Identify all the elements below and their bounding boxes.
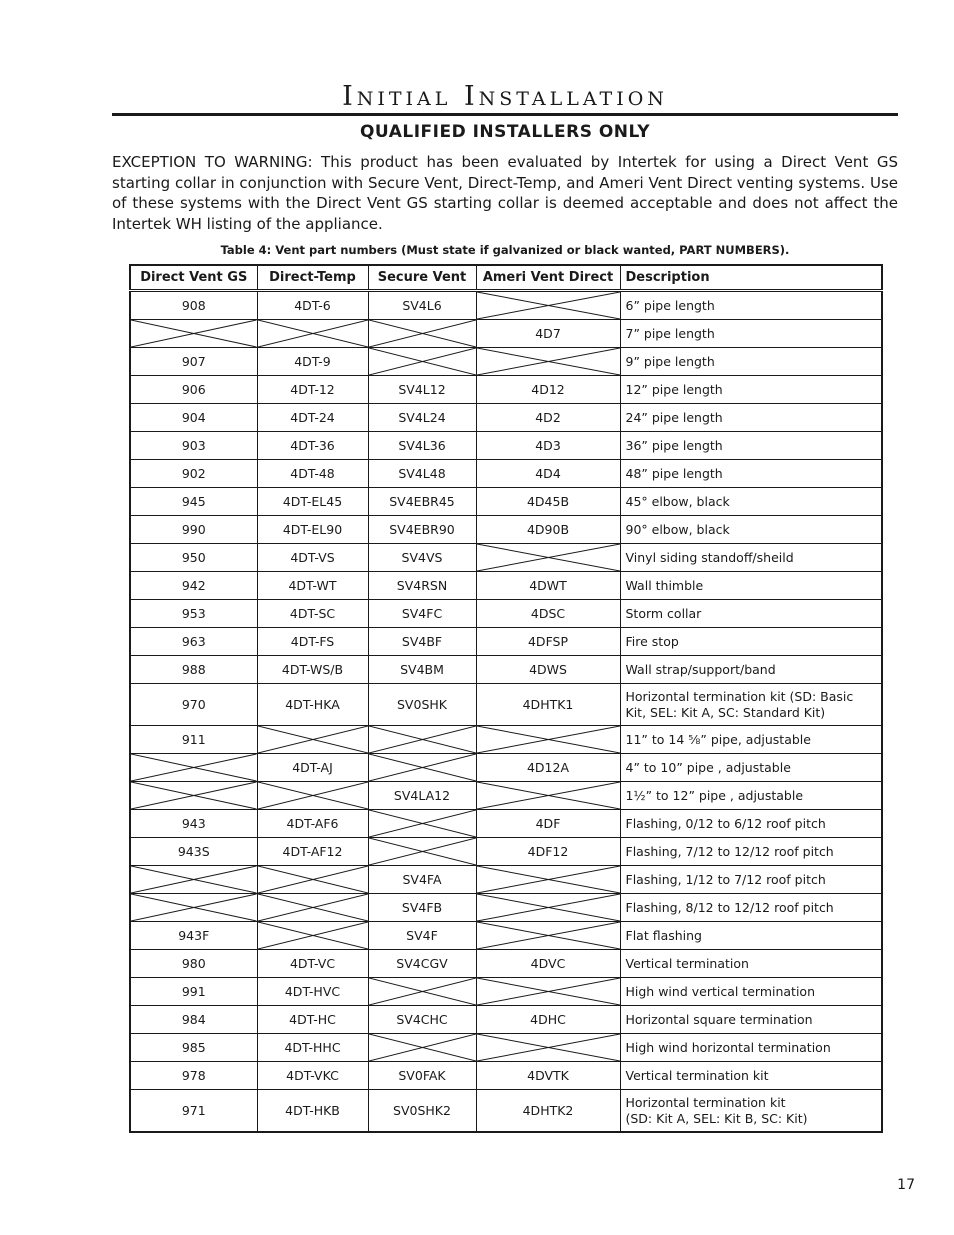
- table-row: [130, 754, 882, 782]
- section-subtitle: QUALIFIED INSTALLERS ONLY: [359, 122, 651, 142]
- cross-out-mark: [369, 754, 476, 781]
- na-cell-direct-vent-gs: [130, 754, 257, 782]
- table-row: [130, 320, 882, 348]
- na-cell-secure-vent: [368, 810, 476, 838]
- na-cell-ameri-vent-direct: [476, 1034, 620, 1062]
- cell-direct-temp: 4DT-HHC: [257, 1034, 368, 1062]
- cell-direct-vent-gs: 988: [130, 656, 257, 684]
- cell-description: 11” to 14 ⅝” pipe, adjustable: [620, 726, 882, 754]
- cross-out-mark: [477, 782, 620, 809]
- page-number: 17: [897, 1177, 915, 1193]
- cross-out-mark: [258, 894, 368, 921]
- cell-secure-vent: SV4L36: [368, 432, 476, 460]
- cross-out-mark: [258, 782, 368, 809]
- cell-description: Flashing, 0/12 to 6/12 roof pitch: [620, 810, 882, 838]
- na-cell-direct-temp: [257, 320, 368, 348]
- na-cell-secure-vent: [368, 754, 476, 782]
- cross-out-mark: [258, 922, 368, 949]
- cell-description: 4” to 10” pipe , adjustable: [620, 754, 882, 782]
- cell-direct-vent-gs: 978: [130, 1062, 257, 1090]
- na-cell-direct-temp: [257, 866, 368, 894]
- cross-out-mark: [477, 894, 620, 921]
- na-cell-direct-temp: [257, 922, 368, 950]
- cell-ameri-vent-direct: 4DF: [476, 810, 620, 838]
- na-cell-ameri-vent-direct: [476, 291, 620, 320]
- cell-direct-temp: 4DT-AF12: [257, 838, 368, 866]
- cell-secure-vent: SV4FC: [368, 600, 476, 628]
- cell-direct-vent-gs: 902: [130, 460, 257, 488]
- na-cell-ameri-vent-direct: [476, 726, 620, 754]
- cross-out-mark: [477, 726, 620, 753]
- cell-ameri-vent-direct: 4DSC: [476, 600, 620, 628]
- cell-secure-vent: SV0SHK: [368, 684, 476, 726]
- cross-out-mark: [369, 1034, 476, 1061]
- na-cell-ameri-vent-direct: [476, 782, 620, 810]
- cell-description: Flashing, 8/12 to 12/12 roof pitch: [620, 894, 882, 922]
- cross-out-mark: [477, 978, 620, 1005]
- cell-ameri-vent-direct: 4D45B: [476, 488, 620, 516]
- title-divider: [112, 113, 898, 116]
- cell-direct-vent-gs: 953: [130, 600, 257, 628]
- table-row: [130, 894, 882, 922]
- table-body: [130, 291, 882, 1133]
- cell-description: Flat flashing: [620, 922, 882, 950]
- cell-secure-vent: SV4CHC: [368, 1006, 476, 1034]
- na-cell-direct-vent-gs: [130, 894, 257, 922]
- table-row: [130, 1006, 882, 1034]
- cell-ameri-vent-direct: 4D12A: [476, 754, 620, 782]
- cell-secure-vent: SV0FAK: [368, 1062, 476, 1090]
- cell-direct-temp: 4DT-VC: [257, 950, 368, 978]
- cell-secure-vent: SV4L48: [368, 460, 476, 488]
- cell-description: 1½” to 12” pipe , adjustable: [620, 782, 882, 810]
- cross-out-mark: [131, 754, 257, 781]
- table-header-row: [130, 265, 882, 291]
- header-description: Description: [620, 265, 882, 291]
- table-row: [130, 838, 882, 866]
- cell-ameri-vent-direct: 4D3: [476, 432, 620, 460]
- table-row: [130, 1062, 882, 1090]
- cell-direct-temp: 4DT-HC: [257, 1006, 368, 1034]
- cell-direct-vent-gs: 984: [130, 1006, 257, 1034]
- cell-description: 12” pipe length: [620, 376, 882, 404]
- cell-direct-vent-gs: 943S: [130, 838, 257, 866]
- vent-parts-table: [129, 264, 883, 1133]
- cell-direct-temp: 4DT-EL45: [257, 488, 368, 516]
- cell-direct-vent-gs: 980: [130, 950, 257, 978]
- header-ameri-vent-direct: Ameri Vent Direct: [476, 265, 620, 291]
- na-cell-direct-vent-gs: [130, 866, 257, 894]
- cell-text-line: Horizontal termination kit: [625, 1094, 786, 1110]
- cell-secure-vent: SV4L6: [368, 291, 476, 320]
- cell-direct-vent-gs: 908: [130, 291, 257, 320]
- cell-secure-vent: SV4BM: [368, 656, 476, 684]
- cell-secure-vent: SV4FA: [368, 866, 476, 894]
- cell-description: [620, 1090, 882, 1133]
- table-row: [130, 726, 882, 754]
- cell-direct-vent-gs: 963: [130, 628, 257, 656]
- na-cell-ameri-vent-direct: [476, 894, 620, 922]
- cell-description: Storm collar: [620, 600, 882, 628]
- table-row: [130, 656, 882, 684]
- cell-description: 24” pipe length: [620, 404, 882, 432]
- cross-out-mark: [131, 866, 257, 893]
- cell-direct-temp: 4DT-24: [257, 404, 368, 432]
- cross-out-mark: [369, 348, 476, 375]
- na-cell-direct-vent-gs: [130, 320, 257, 348]
- cell-direct-temp: 4DT-HVC: [257, 978, 368, 1006]
- cross-out-mark: [369, 320, 476, 347]
- cell-description: 6” pipe length: [620, 291, 882, 320]
- cell-description: Fire stop: [620, 628, 882, 656]
- table-row: [130, 432, 882, 460]
- header-direct-vent-gs: Direct Vent GS: [130, 265, 257, 291]
- cell-description: High wind vertical termination: [620, 978, 882, 1006]
- cell-secure-vent: SV4BF: [368, 628, 476, 656]
- cell-description: 9” pipe length: [620, 348, 882, 376]
- table-row: [130, 684, 882, 726]
- cell-description: 45° elbow, black: [620, 488, 882, 516]
- cell-ameri-vent-direct: 4DHC: [476, 1006, 620, 1034]
- cell-ameri-vent-direct: 4DVTK: [476, 1062, 620, 1090]
- cell-direct-vent-gs: 911: [130, 726, 257, 754]
- table-row: [130, 291, 882, 320]
- cell-direct-temp: 4DT-12: [257, 376, 368, 404]
- cell-ameri-vent-direct: 4DHTK2: [476, 1090, 620, 1133]
- table-row: [130, 866, 882, 894]
- cross-out-mark: [258, 726, 368, 753]
- cell-description: Horizontal termination kit (SD: Basic Kit, SEL: Kit A, SC: Standard Kit): [620, 684, 882, 726]
- cell-ameri-vent-direct: 4DFSP: [476, 628, 620, 656]
- cell-secure-vent: SV4EBR45: [368, 488, 476, 516]
- cross-out-mark: [131, 320, 257, 347]
- cell-secure-vent: SV4LA12: [368, 782, 476, 810]
- cell-text-line: (SD: Kit A, SEL: Kit B, SC: Kit): [625, 1110, 808, 1126]
- cell-description: Vertical termination kit: [620, 1062, 882, 1090]
- cell-ameri-vent-direct: 4DVC: [476, 950, 620, 978]
- cell-ameri-vent-direct: 4D90B: [476, 516, 620, 544]
- header-secure-vent: Secure Vent: [368, 265, 476, 291]
- cell-direct-temp: 4DT-SC: [257, 600, 368, 628]
- cell-ameri-vent-direct: 4D4: [476, 460, 620, 488]
- cell-description: Vertical termination: [620, 950, 882, 978]
- na-cell-ameri-vent-direct: [476, 922, 620, 950]
- na-cell-secure-vent: [368, 1034, 476, 1062]
- cross-out-mark: [477, 292, 620, 319]
- na-cell-direct-vent-gs: [130, 782, 257, 810]
- cell-direct-temp: 4DT-6: [257, 291, 368, 320]
- cell-description: 36” pipe length: [620, 432, 882, 460]
- cell-direct-temp: 4DT-WT: [257, 572, 368, 600]
- table-row: [130, 810, 882, 838]
- cell-description: 7” pipe length: [620, 320, 882, 348]
- cell-ameri-vent-direct: 4D7: [476, 320, 620, 348]
- na-cell-direct-temp: [257, 726, 368, 754]
- cell-secure-vent: SV4L24: [368, 404, 476, 432]
- table-row: [130, 600, 882, 628]
- cell-description: Horizontal square termination: [620, 1006, 882, 1034]
- cell-ameri-vent-direct: 4D12: [476, 376, 620, 404]
- cell-direct-temp: 4DT-VKC: [257, 1062, 368, 1090]
- table-row: [130, 978, 882, 1006]
- page-title: Initial Installation: [342, 81, 668, 112]
- cell-secure-vent: SV0SHK2: [368, 1090, 476, 1133]
- table-row: [130, 950, 882, 978]
- cross-out-mark: [369, 838, 476, 865]
- cross-out-mark: [131, 894, 257, 921]
- table-row: [130, 628, 882, 656]
- cell-direct-temp: 4DT-AJ: [257, 754, 368, 782]
- table-row: [130, 376, 882, 404]
- cell-direct-vent-gs: 971: [130, 1090, 257, 1133]
- na-cell-ameri-vent-direct: [476, 544, 620, 572]
- cell-direct-temp: 4DT-48: [257, 460, 368, 488]
- cross-out-mark: [369, 810, 476, 837]
- cell-direct-vent-gs: 906: [130, 376, 257, 404]
- cell-direct-temp: 4DT-HKB: [257, 1090, 368, 1133]
- cell-secure-vent: SV4CGV: [368, 950, 476, 978]
- cell-direct-vent-gs: 903: [130, 432, 257, 460]
- cross-out-mark: [258, 320, 368, 347]
- cell-description: High wind horizontal termination: [620, 1034, 882, 1062]
- cell-direct-temp: 4DT-AF6: [257, 810, 368, 838]
- cell-ameri-vent-direct: 4DHTK1: [476, 684, 620, 726]
- table-row: [130, 460, 882, 488]
- cell-direct-vent-gs: 945: [130, 488, 257, 516]
- table-row: [130, 922, 882, 950]
- cell-direct-vent-gs: 904: [130, 404, 257, 432]
- cross-out-mark: [477, 1034, 620, 1061]
- table-row: [130, 488, 882, 516]
- table-row: [130, 572, 882, 600]
- cell-direct-temp: 4DT-EL90: [257, 516, 368, 544]
- cell-direct-temp: 4DT-HKA: [257, 684, 368, 726]
- na-cell-secure-vent: [368, 726, 476, 754]
- cell-direct-temp: 4DT-WS/B: [257, 656, 368, 684]
- table-caption: Table 4: Vent part numbers (Must state if galvanized or black wanted, PART NUMBERS).: [220, 243, 790, 257]
- cell-direct-temp: 4DT-VS: [257, 544, 368, 572]
- na-cell-secure-vent: [368, 978, 476, 1006]
- cell-ameri-vent-direct: 4D2: [476, 404, 620, 432]
- cell-description: Flashing, 7/12 to 12/12 roof pitch: [620, 838, 882, 866]
- cell-direct-temp: 4DT-36: [257, 432, 368, 460]
- na-cell-ameri-vent-direct: [476, 348, 620, 376]
- table-row: [130, 1090, 882, 1133]
- cell-description: Wall strap/support/band: [620, 656, 882, 684]
- cross-out-mark: [258, 866, 368, 893]
- table-row: [130, 544, 882, 572]
- cell-secure-vent: SV4EBR90: [368, 516, 476, 544]
- cell-ameri-vent-direct: 4DF12: [476, 838, 620, 866]
- cell-direct-vent-gs: 943F: [130, 922, 257, 950]
- cell-description: Wall thimble: [620, 572, 882, 600]
- cell-secure-vent: SV4L12: [368, 376, 476, 404]
- na-cell-ameri-vent-direct: [476, 866, 620, 894]
- cell-description: Vinyl siding standoff/sheild: [620, 544, 882, 572]
- cell-direct-vent-gs: 985: [130, 1034, 257, 1062]
- warning-paragraph: EXCEPTION TO WARNING: This product has been evaluated by Intertek for using a Direct Vent GS starting collar in conjunction with Secure Vent, Direct-Temp, and Ameri Vent Direct venting systems. Use of these systems with the Direct Vent GS starting collar is deemed acceptable and does not affect the Intertek WH listing of the appliance.: [112, 153, 898, 233]
- cell-direct-temp: 4DT-9: [257, 348, 368, 376]
- table-row: [130, 348, 882, 376]
- cell-ameri-vent-direct: 4DWS: [476, 656, 620, 684]
- cell-description: 90° elbow, black: [620, 516, 882, 544]
- cross-out-mark: [477, 348, 620, 375]
- cell-description: Flashing, 1/12 to 7/12 roof pitch: [620, 866, 882, 894]
- na-cell-secure-vent: [368, 320, 476, 348]
- cell-direct-vent-gs: 942: [130, 572, 257, 600]
- na-cell-secure-vent: [368, 348, 476, 376]
- table-row: [130, 404, 882, 432]
- cell-secure-vent: SV4RSN: [368, 572, 476, 600]
- cell-description: 48” pipe length: [620, 460, 882, 488]
- na-cell-ameri-vent-direct: [476, 978, 620, 1006]
- cell-direct-vent-gs: 990: [130, 516, 257, 544]
- cell-direct-vent-gs: 991: [130, 978, 257, 1006]
- cell-direct-temp: 4DT-FS: [257, 628, 368, 656]
- cell-direct-vent-gs: 943: [130, 810, 257, 838]
- cross-out-mark: [369, 726, 476, 753]
- na-cell-secure-vent: [368, 838, 476, 866]
- cross-out-mark: [477, 922, 620, 949]
- cell-secure-vent: SV4VS: [368, 544, 476, 572]
- table-row: [130, 782, 882, 810]
- cell-direct-vent-gs: 970: [130, 684, 257, 726]
- cross-out-mark: [131, 782, 257, 809]
- cross-out-mark: [477, 544, 620, 571]
- cell-direct-vent-gs: 907: [130, 348, 257, 376]
- na-cell-direct-temp: [257, 782, 368, 810]
- header-direct-temp: Direct-Temp: [257, 265, 368, 291]
- cell-direct-vent-gs: 950: [130, 544, 257, 572]
- cross-out-mark: [477, 866, 620, 893]
- cell-secure-vent: SV4F: [368, 922, 476, 950]
- na-cell-direct-temp: [257, 894, 368, 922]
- cell-ameri-vent-direct: 4DWT: [476, 572, 620, 600]
- cross-out-mark: [369, 978, 476, 1005]
- cell-secure-vent: SV4FB: [368, 894, 476, 922]
- table-row: [130, 1034, 882, 1062]
- table-row: [130, 516, 882, 544]
